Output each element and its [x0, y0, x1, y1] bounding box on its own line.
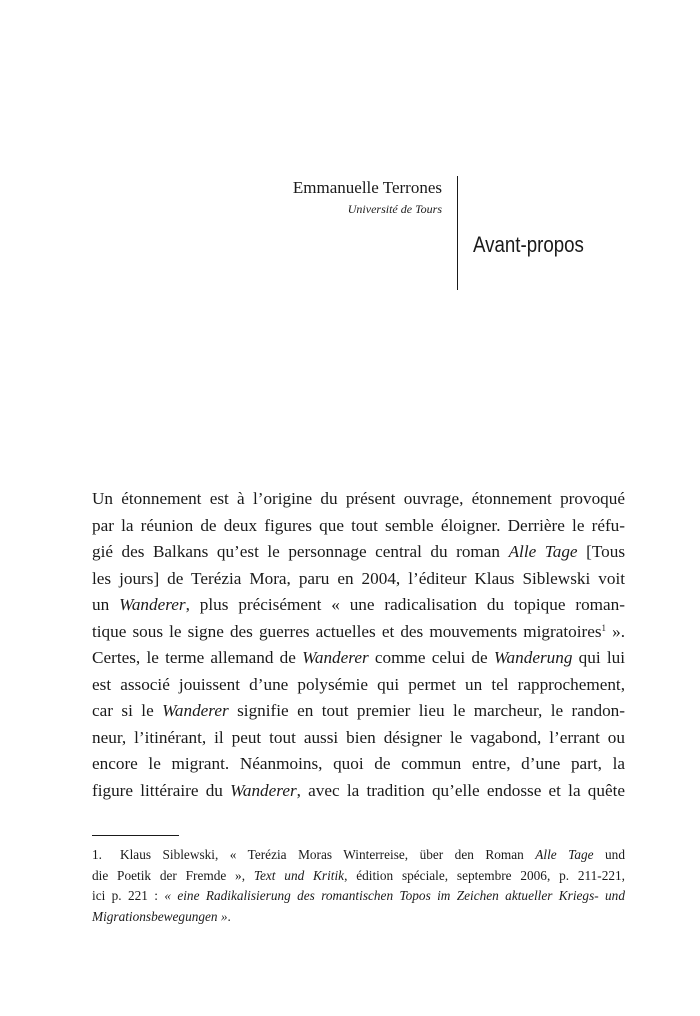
footnote-reference[interactable]: 1: [601, 622, 607, 633]
body-line: encore le migrant. Néanmoins, quoi de commun entre, d’une part, la: [92, 754, 625, 773]
text-run: figure littéraire du: [92, 780, 223, 800]
text-run: , plus précisément « une radicalisation du topique roman-: [185, 595, 626, 614]
body-line: par la réunion de deux figures que tout semble éloigner. Derrière le réfu-: [92, 515, 625, 535]
text-run: , édition spéciale, septembre 2006, p. 211-221,: [344, 867, 626, 883]
footnote-line: [92, 866, 625, 887]
body-line: [92, 619, 625, 646]
footnote: [92, 845, 625, 927]
text-run: , avec la tradition qu’elle endosse et la quête: [296, 780, 626, 800]
text-run: un: [92, 595, 110, 614]
chapter-title: Avant-propos: [473, 232, 584, 257]
italic-term: Wanderung: [493, 648, 573, 667]
italic-term: Wanderer: [230, 780, 297, 800]
body-line: [92, 645, 625, 672]
body-line: [92, 592, 625, 619]
title-divider: [457, 176, 458, 290]
text-run: signifie en tout premier lieu le marcheur, le randon-: [237, 701, 626, 720]
author-affiliation: Université de Tours: [347, 202, 442, 216]
text-run: Klaus Siblewski, « Terézia Moras Winterreise, über den Roman: [120, 847, 524, 862]
body-line: est associé jouissent d’une polysémie qui permet un tel rapprochement,: [92, 674, 625, 694]
text-run: die Poetik der Fremde »,: [92, 867, 246, 883]
body-line: [92, 539, 625, 566]
text-run: tique sous le signe des guerres actuelles et des mouvements migratoires: [92, 621, 602, 641]
footnote-line: [92, 886, 625, 907]
body-line: Un étonnement est à l’origine du présent ouvrage, étonnement provoqué: [92, 489, 625, 508]
body-line: les jours] de Terézia Mora, paru en 2004, l’éditeur Klaus Siblewski voit: [92, 568, 625, 588]
footnote-line: [92, 845, 625, 866]
italic-quote: « eine Radikalisierung des romantischen Topos im Zeichen aktueller Kriegs- und: [164, 888, 625, 903]
body-text: [92, 486, 625, 804]
text-run: car si le: [92, 701, 154, 720]
italic-term: Wanderer: [119, 595, 186, 614]
italic-quote: Migrationsbewegungen »: [92, 908, 228, 924]
text-run: [Tous: [586, 542, 626, 561]
text-run: comme celui de: [374, 648, 488, 667]
footnote-number: 1.: [92, 847, 102, 862]
body-line: [92, 778, 625, 805]
text-run: Certes, le terme allemand de: [92, 648, 296, 667]
text-run: und: [605, 847, 625, 862]
italic-title: Text und Kritik: [253, 867, 345, 883]
text-run: .: [227, 908, 231, 924]
text-run: ».: [606, 621, 626, 641]
text-run: qui lui: [578, 648, 626, 667]
italic-title: Alle Tage: [508, 542, 578, 561]
text-run: gié des Balkans qu’est le personnage central du roman: [92, 542, 501, 561]
body-line: [92, 698, 625, 725]
text-run: ici p. 221 :: [92, 888, 158, 903]
body-line: neur, l’itinérant, il peut tout aussi bien désigner le vagabond, l’errant ou: [92, 727, 625, 747]
italic-term: Wanderer: [302, 648, 369, 667]
italic-term: Wanderer: [162, 701, 229, 720]
italic-title: Alle Tage: [535, 847, 594, 862]
footnote-separator: [92, 835, 179, 836]
footnote-line: [92, 907, 625, 928]
author-name: Emmanuelle Terrones: [292, 178, 442, 197]
